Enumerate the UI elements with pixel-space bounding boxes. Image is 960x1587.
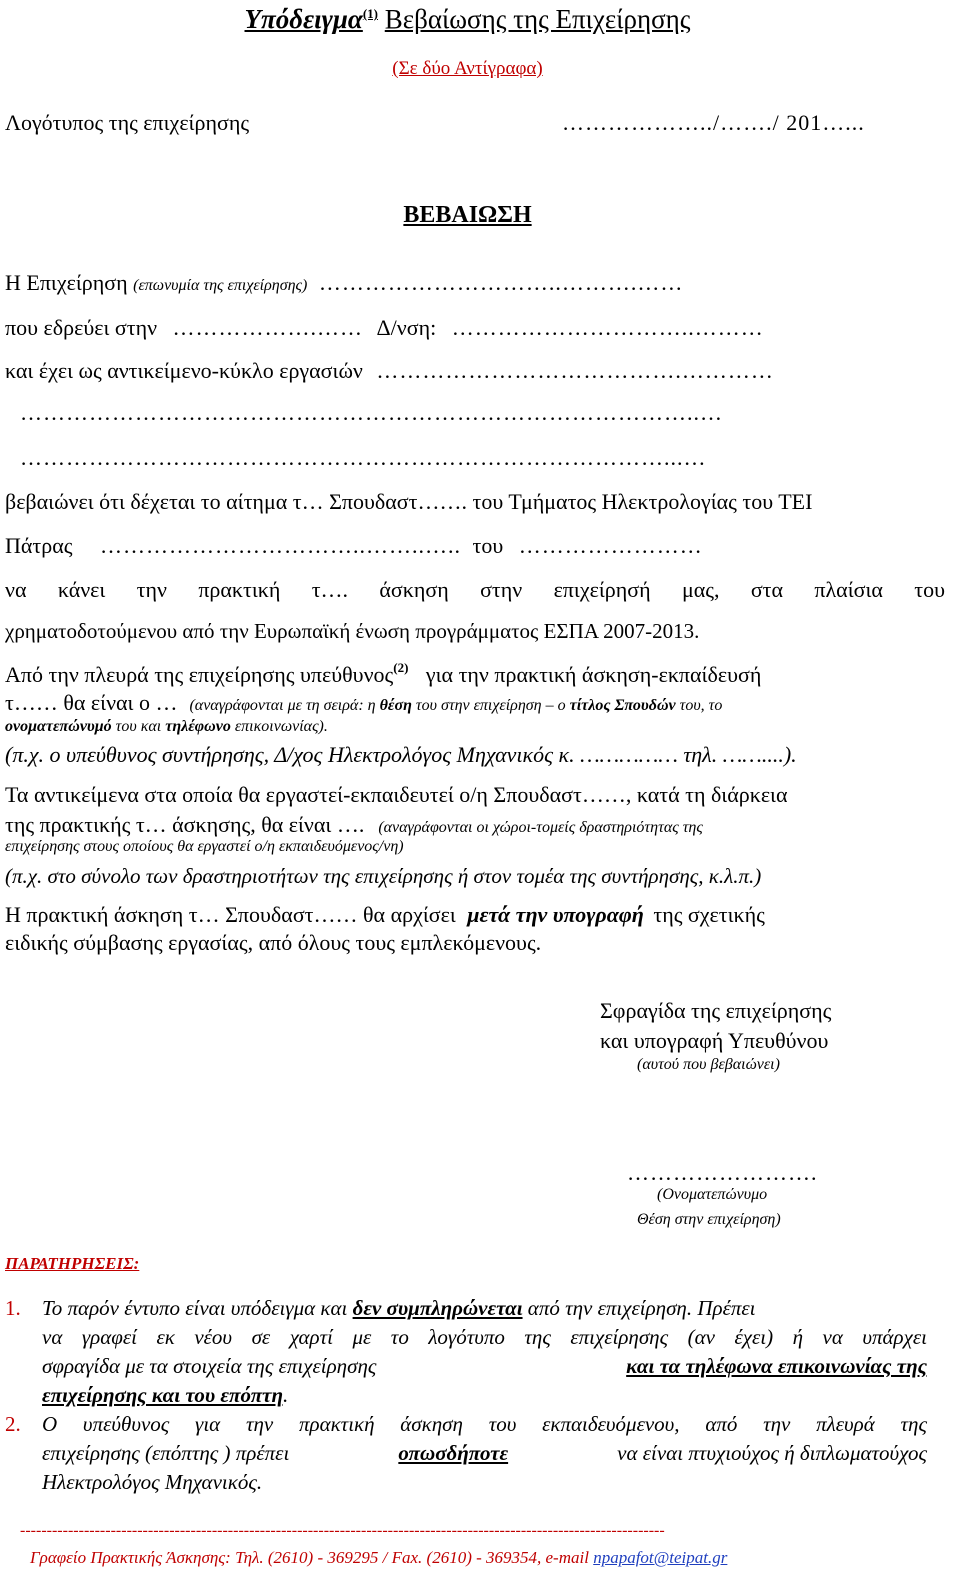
body-line-19: ειδικής σύμβασης εργασίας, από όλους τους εμπλεκόμενους. — [5, 930, 542, 955]
note-1-text-a: Το παρόν έντυπο είναι υπόδειγμα και — [42, 1296, 348, 1320]
footer-contact — [30, 1548, 727, 1568]
title-footnote-ref: (1) — [362, 6, 378, 21]
note-1-line-3 — [42, 1354, 927, 1379]
of-label: του — [472, 533, 504, 558]
title-sample-word: Υπόδειγμα — [244, 4, 363, 34]
supervisor-hint-b: του στην επιχείρηση – ο — [415, 697, 566, 714]
note-1-contacts-emphasis: και τα τηλέφωνα επικοινωνίας της — [626, 1354, 927, 1378]
start-text-cont: της σχετικής — [653, 902, 765, 927]
supervisor-hint-a: (αναγράφονται με τη σειρά: η — [189, 697, 376, 714]
supervisor-hint-name: ονοματεπώνυμό — [5, 718, 112, 735]
note-2-number: 2. — [5, 1412, 21, 1436]
body-line-9: χρηματοδοτούμενου από την Ευρωπαϊκή ένωση προγράμματος ΕΣΠΑ 2007-2013. — [5, 619, 700, 643]
student-name-blank: ……………………………..……..….. — [99, 533, 461, 558]
note-2-emphasis: οπωσδήποτε — [398, 1441, 509, 1465]
note-1-period: . — [283, 1383, 289, 1407]
company-hint: (επωνυμία της επιχείρησης) — [133, 277, 308, 294]
footer-rule: ------------------------------------------------------------------------------------------------------------------------- — [20, 1522, 665, 1539]
note-1-number: 1. — [5, 1296, 21, 1320]
body-line-15 — [5, 812, 703, 838]
seat-blank: ……………….…… — [172, 315, 364, 340]
body-line-6: βεβαιώνει ότι δέχεται το αίτημα τ… Σπουδαστ……. του Τμήματος Ηλεκτρολογίας του ΤΕΙ — [5, 489, 813, 514]
body-line-3 — [5, 358, 774, 384]
address-blank: …………………………..……… — [451, 315, 764, 340]
activity-blank-line-2: …………………………………………………………………………...… — [20, 445, 707, 470]
activity-blank: ………………………………….………… — [376, 358, 774, 383]
note-1-emphasis: δεν συμπληρώνεται — [352, 1296, 523, 1320]
supervisor-hint-degree: τίτλος Σπουδών — [569, 697, 676, 714]
signature-line-2: και υπογραφή Υπευθύνου — [600, 1028, 829, 1053]
supervisor-hint-position: θέση — [379, 697, 412, 714]
seat-label: που εδρεύει στην — [5, 315, 158, 340]
supervisor-hint-c: του, το — [679, 697, 723, 714]
body-line-16: επιχείρησης στους οποίους θα εργαστεί ο/η εκπαιδευόμενος/νη) — [5, 838, 404, 855]
activity-label: και έχει ως αντικείμενο-κύκλο εργασιών — [5, 358, 363, 383]
father-name-blank: …………………… — [518, 533, 703, 558]
body-line-12 — [5, 718, 328, 736]
footer-email-link[interactable]: npapafot@teipat.gr — [593, 1548, 728, 1567]
logo-label: Λογότυπος της επιχείρησης — [5, 110, 250, 135]
supervisor-hint-d: του και — [115, 718, 162, 735]
signature-blank: ……………………. — [627, 1160, 818, 1185]
supervisor-intro-cont: για την πρακτική άσκηση-εκπαίδευσή — [425, 662, 762, 687]
body-line-18 — [5, 902, 765, 928]
body-line-7 — [5, 533, 703, 559]
note-1-line-4 — [42, 1383, 288, 1408]
signature-hint: (αυτού που βεβαιώνει) — [637, 1056, 780, 1073]
areas-example: (π.χ. στο σύνολο των δραστηριοτήτων της επιχείρησης ή στον τομέα της συντήρησης, κ.λ.π.) — [5, 864, 762, 888]
company-label: Η Επιχείρηση — [5, 270, 128, 295]
supervisor-hint-e: επικοινωνίας). — [234, 718, 328, 735]
body-line-10 — [5, 660, 761, 688]
signature-line-1: Σφραγίδα της επιχείρησης — [600, 998, 832, 1023]
start-emphasis: μετά την υπογραφή — [467, 902, 644, 927]
note-2-text-a: επιχείρησης (επόπτης ) πρέπει — [42, 1441, 290, 1465]
note-2-line-2 — [42, 1441, 927, 1466]
footnote-ref-2: (2) — [393, 660, 409, 675]
body-line-11 — [5, 690, 722, 716]
body-line-1 — [5, 270, 683, 296]
certificate-heading: ΒΕΒΑΙΩΣΗ — [403, 202, 532, 228]
supervisor-example: (π.χ. ο υπεύθυνος συντήρησης, Δ/χος Ηλεκτρολόγος Μηχανικός κ. …………… τηλ. ……....). — [5, 742, 797, 767]
signatory-name-hint: (Ονοματεπώνυμο — [657, 1186, 768, 1203]
supervisor-blank: τ…… θα είναι ο … — [5, 690, 178, 715]
address-label: Δ/νση: — [376, 315, 437, 340]
title-text: Βεβαίωσης της Επιχείρησης — [384, 4, 691, 34]
areas-blank: της πρακτικής τ… άσκησης, θα είναι …. — [5, 812, 365, 837]
note-1-supervisor-emphasis: επιχείρησης και του επόπτη — [42, 1383, 283, 1407]
notes-heading: ΠΑΡΑΤΗΡΗΣΕΙΣ: — [5, 1254, 140, 1273]
body-line-2 — [5, 315, 764, 341]
note-1-text-b: από την επιχείρηση. Πρέπει — [527, 1296, 756, 1320]
note-2-line-1: Ο υπεύθυνος για την πρακτική άσκηση του εκπαιδευόμενου, από την πλευρά της — [42, 1412, 927, 1436]
city-label: Πάτρας — [5, 533, 73, 558]
copies-note: (Σε δύο Αντίγραφα) — [392, 58, 543, 79]
start-text: Η πρακτική άσκηση τ… Σπουδαστ…… θα αρχίσει — [5, 902, 456, 927]
note-1-line-2: να γραφεί εκ νέου σε χαρτί με το λογότυπο της επιχείρησης (αν έχει) ή να υπάρχει — [42, 1325, 927, 1349]
body-line-8: να κάνει την πρακτική τ…. άσκηση στην επιχείρησή μας, στα πλαίσια του — [5, 577, 945, 602]
note-1-line-1 — [42, 1296, 756, 1321]
footer-contact-text: Γραφείο Πρακτικής Άσκησης: Τηλ. (2610) - 369295 / Fax. (2610) - 369354, e-mail — [30, 1548, 589, 1567]
activity-blank-line-1: ……………………………………………………………………………..… — [20, 400, 723, 425]
note-2-line-3: Ηλεκτρολόγος Μηχανικός. — [42, 1470, 263, 1494]
note-2-text-b: να είναι πτυχιούχος ή διπλωματούχος — [617, 1441, 927, 1465]
note-1-text-c: σφραγίδα με τα στοιχεία της επιχείρησης — [42, 1354, 377, 1378]
document-title — [0, 4, 935, 35]
date-field: ………………../……./ 201…... — [562, 110, 865, 135]
supervisor-intro: Από την πλευρά της επιχείρησης υπεύθυνος — [5, 662, 394, 687]
body-line-14: Τα αντικείμενα στα οποία θα εργαστεί-εκπαιδευτεί ο/η Σπουδαστ……, κατά τη διάρκεια — [5, 782, 788, 807]
company-name-blank: …………………………..……….…… — [318, 270, 684, 295]
signatory-position-hint: Θέση στην επιχείρηση) — [637, 1211, 781, 1228]
areas-hint: (αναγράφονται οι χώροι-τομείς δραστηριότητας της — [378, 819, 703, 836]
supervisor-hint-phone: τηλέφωνο — [165, 718, 231, 735]
